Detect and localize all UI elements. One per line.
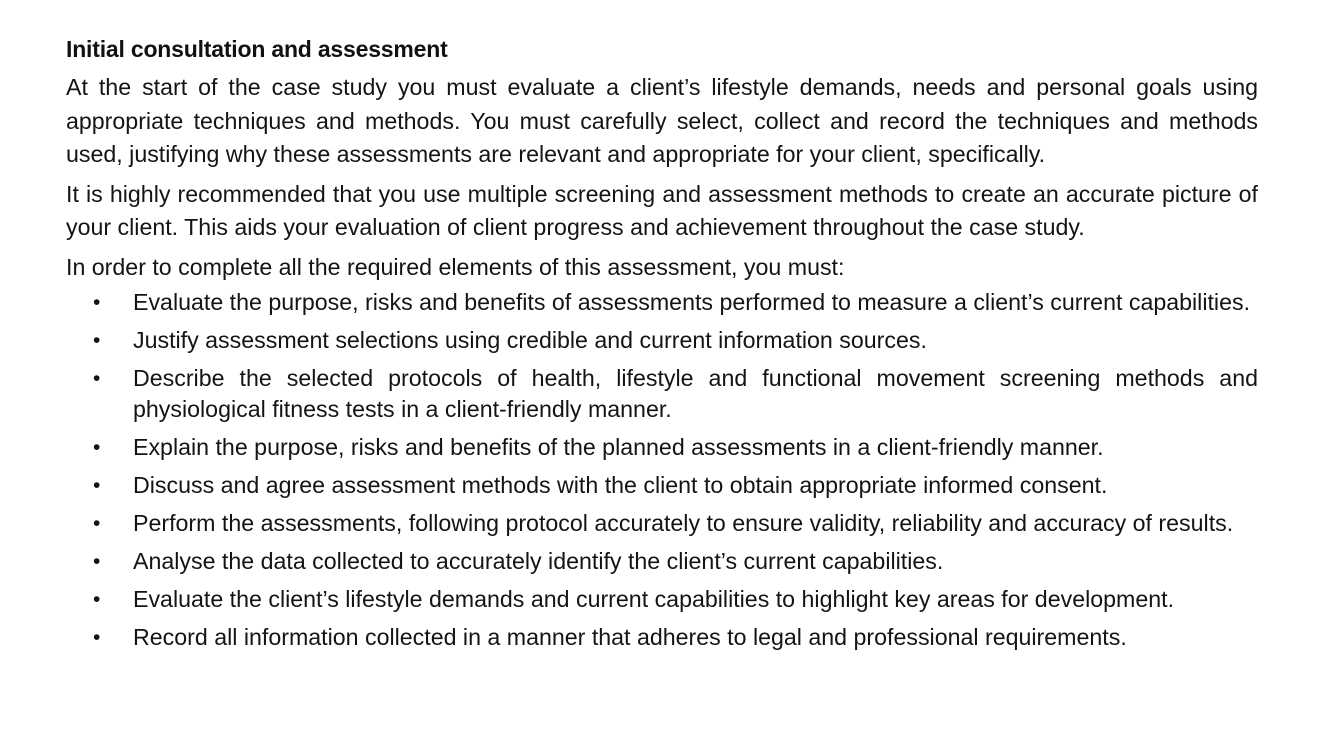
paragraph-intro: At the start of the case study you must evaluate a client’s lifestyle demands, needs and personal goals using appropriate techniques and methods. You must carefully select, collect and record the techniques and methods used, justifying why these assessments are relevant and appropriate for your client, specifically. (66, 74, 1258, 167)
bullet-icon: • (93, 367, 101, 390)
list-item-text: Evaluate the purpose, risks and benefits of assessments performed to measure a client’s current capabilities. (133, 289, 1251, 315)
list-item-text: Explain the purpose, risks and benefits of the planned assessments in a client-friendly manner. (133, 434, 1104, 460)
list-item (66, 287, 1258, 318)
bullet-icon: • (93, 474, 101, 497)
bullet-icon: • (93, 512, 101, 535)
list-item-text: Analyse the data collected to accurately identify the client’s current capabilities. (133, 548, 944, 574)
list-item-text: Perform the assessments, following protocol accurately to ensure validity, reliability and accuracy of results. (133, 510, 1234, 536)
list-item (66, 363, 1258, 425)
bullet-icon: • (93, 291, 101, 314)
bullet-icon: • (93, 588, 101, 611)
list-item-text: Evaluate the client’s lifestyle demands and current capabilities to highlight key areas for development. (133, 586, 1175, 612)
list-item-text: Justify assessment selections using credible and current information sources. (133, 327, 927, 353)
requirements-list (66, 287, 1258, 653)
list-item-text: Record all information collected in a manner that adheres to legal and professional requirements. (133, 624, 1127, 650)
list-item (66, 508, 1258, 539)
list-item-text: Discuss and agree assessment methods with the client to obtain appropriate informed consent. (133, 472, 1108, 498)
list-item (66, 546, 1258, 577)
bullet-icon: • (93, 329, 101, 352)
list-item-text: Describe the selected protocols of health, lifestyle and functional movement screening methods and physiological fitness tests in a client-friendly manner. (133, 365, 1258, 422)
list-item (66, 584, 1258, 615)
list-item (66, 325, 1258, 356)
list-item (66, 622, 1258, 653)
paragraph-requirements-lead: In order to complete all the required elements of this assessment, you must: (66, 253, 845, 280)
list-item (66, 432, 1258, 463)
paragraph-recommendation: It is highly recommended that you use multiple screening and assessment methods to create an accurate picture of your client. This aids your evaluation of client progress and achievement throughout the case study. (66, 180, 1258, 240)
bullet-icon: • (93, 626, 101, 649)
list-item (66, 470, 1258, 501)
section-heading: Initial consultation and assessment (66, 36, 448, 62)
bullet-icon: • (93, 436, 101, 459)
bullet-icon: • (93, 550, 101, 573)
